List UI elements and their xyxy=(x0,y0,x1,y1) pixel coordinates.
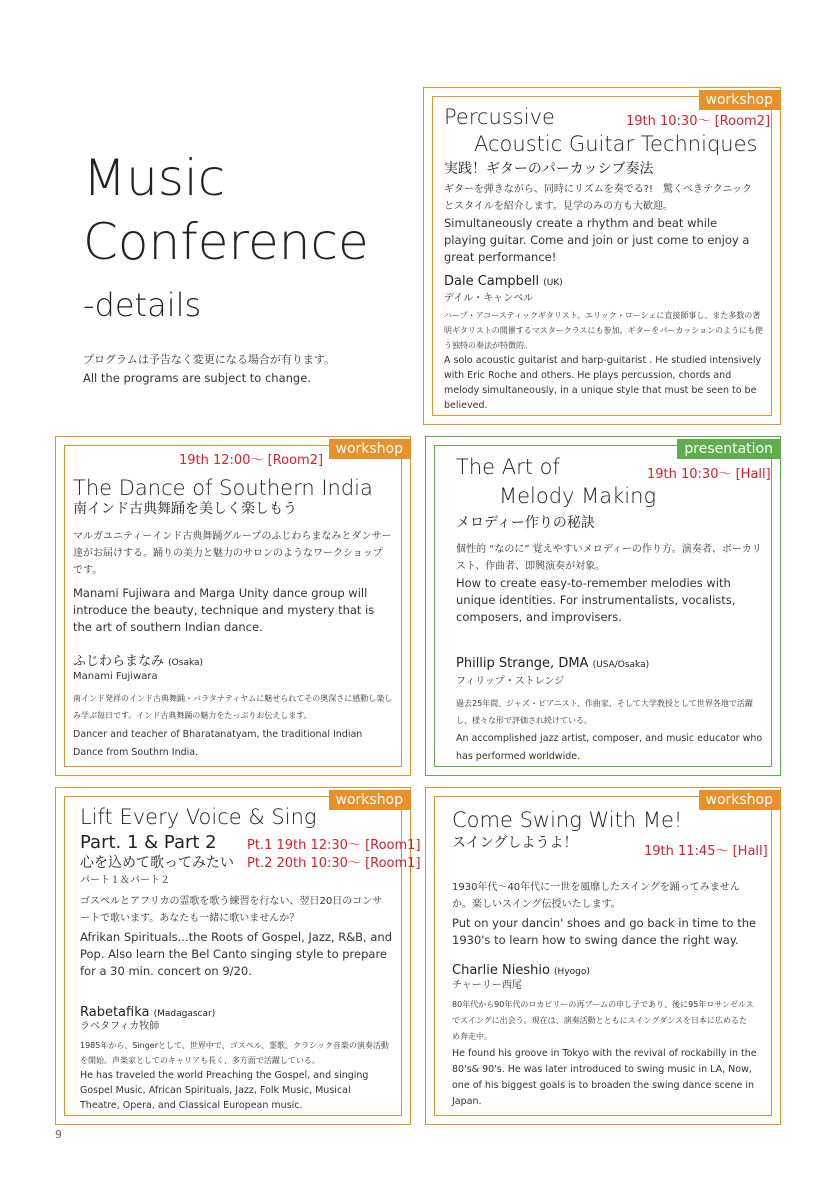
notice-en: All the programs are subject to change. xyxy=(83,371,311,385)
presenter-name-text: Dale Campbell xyxy=(444,274,540,289)
session-time: 19th 10:30～ [Room2] xyxy=(626,114,771,129)
session-swing xyxy=(425,787,781,1125)
session-time: 19th 11:45～ [Hall] xyxy=(644,844,768,859)
presenter-bio-ja: 80年代から90年代のロカビリーの再ブームの申し子であり、後に95年ロサンゼルスでスイングに出会う。現在は、演奏活動とともにスイングダンスを日本に広めるため奔走中。 xyxy=(452,1000,754,1041)
presenter-name-text: Rabetafika xyxy=(80,1005,150,1020)
presenter-name xyxy=(456,656,649,673)
session-title: Come Swing With Me! xyxy=(452,808,683,832)
presenter-bio-en: He found his groove in Tokyo with the revival of rockabilly in the 80's& 90's. He was later introduced to swing music in LA, Now, one of his biggest goals is to broaden the swing dance scene in Japan. xyxy=(452,1048,757,1107)
page-title-conference: Conference xyxy=(83,213,369,271)
session-title-line2: Melody Making xyxy=(499,484,657,508)
session-desc-ja: 1930年代〜40年代に一世を風靡したスイングを踊ってみませんか。楽しいスイング伝授いたします。 xyxy=(452,882,740,910)
session-title-ja: メロディー作りの秘訣 xyxy=(456,515,595,531)
presenter-bio-en: An accomplished jazz artist, composer, and music educator who has performed worldwide. xyxy=(456,733,763,762)
session-title: Lift Every Voice & Sing xyxy=(80,805,317,829)
presenter-bio-en: A solo acoustic guitarist and harp-guitarist . He studied intensively with Eric Roche and others. He plays percussion, chords and melody simultaneously, in a unique style that must be seen to be believed. xyxy=(444,355,762,411)
presenter-origin: (Hyogo) xyxy=(554,967,590,977)
session-desc-en: Afrikan Spirituals...the Roots of Gospel, Jazz, R&B, and Pop. Also learn the Bel Canto singing style to prepare for a 30 min. concert on 9/20. xyxy=(80,930,392,978)
session-title-ja: 実践！ギターのパーカッシブ奏法 xyxy=(444,161,654,177)
session-desc-en: How to create easy-to-remember melodies with unique identities. For instrumentalists, vocalists, composers, and improvisers. xyxy=(456,576,736,624)
presenter-name-text: Charlie Nieshio xyxy=(452,963,550,978)
presenter-bio-ja: ハープ・アコースティックギタリスト。エリック・ローシェに直接師事し、また多数の著明ギタリストの開催するマスタークラスにも参加。ギターをパーカッションのようにも使う独特の奏法が特徴的。 xyxy=(444,311,764,350)
presenter-kana: ラベタフィカ牧師 xyxy=(80,1021,160,1032)
presenter-kana: チャーリー西尾 xyxy=(452,980,522,991)
session-time: 19th 12:00～ [Room2] xyxy=(179,453,324,468)
presenter-kana: フィリップ・ストレンジ xyxy=(456,676,565,687)
session-subtitle-ja: パート１＆パート２ xyxy=(80,875,170,886)
presenter-name xyxy=(73,654,203,671)
tag-presentation: presentation xyxy=(677,439,780,459)
session-title: Percussive xyxy=(444,105,555,129)
presenter-bio-ja: 過去25年間、ジャズ・ピアニスト、作曲家、そして大学教授として世界各地で活躍し、様々な形で評価され続けている。 xyxy=(456,699,753,725)
page-subtitle-details: -details xyxy=(83,286,202,324)
session-desc-ja: 個性的 “なのに” 覚えやすいメロディーの作り方。演奏者、ボーカリスト、作曲者、即興演奏が対象。 xyxy=(456,544,762,572)
session-title-line2: Acoustic Guitar Techniques xyxy=(474,132,758,156)
session-title-ja: 南インド古典舞踊を美しく楽しもう xyxy=(73,501,297,517)
session-subtitle: Part. 1 & Part 2 xyxy=(80,832,217,853)
session-title: The Dance of Southern India xyxy=(73,476,373,500)
session-desc-ja: ゴスペルとアフリカの霊歌を歌う練習を行ない、翌日20日のコンサートで歌います。あなたも一緒に歌いませんか？ xyxy=(80,896,383,924)
presenter-name-text: Phillip Strange, DMA xyxy=(456,656,589,671)
session-title: The Art of xyxy=(456,455,560,479)
session-time-part1: Pt.1 19th 12:30～ [Room1] xyxy=(247,838,421,853)
session-desc-en: Simultaneously create a rhythm and beat while playing guitar. Come and join or just come to enjoy a great performance! xyxy=(444,216,750,264)
presenter-kana: デイル・キャンベル xyxy=(444,293,534,304)
presenter-origin: (USA/Osaka) xyxy=(592,660,650,670)
session-time-part2: Pt.2 20th 10:30～ [Room1] xyxy=(247,856,421,871)
presenter-bio-en: He has traveled the world Preaching the Gospel, and singing Gospel Music, African Spirituals, Jazz, Folk Music, Musical Theatre, Opera, and Classical European music. xyxy=(80,1070,369,1111)
session-voice xyxy=(55,787,421,1125)
presenter-roman: Manami Fujiwara xyxy=(73,671,158,682)
session-guitar xyxy=(423,87,781,425)
session-time: 19th 10:30～ [Hall] xyxy=(647,467,771,482)
page-number: 9 xyxy=(55,1128,62,1141)
session-title-ja: 心を込めて歌ってみたい xyxy=(80,855,234,871)
tag-workshop: workshop xyxy=(329,439,411,459)
presenter-name-text: ふじわらまなみ xyxy=(73,654,165,669)
presenter-origin: (UK) xyxy=(543,278,563,288)
presenter-bio-ja: 南インド発祥のインド古典舞踊・バラタナティヤムに魅せられてその奥深さに感動し楽しみ学ぶ毎日です。インド古典舞踊の魅力をたっぷりお伝えします。 xyxy=(73,694,393,720)
presenter-name xyxy=(452,963,590,980)
tag-workshop: workshop xyxy=(329,790,411,810)
tag-workshop: workshop xyxy=(699,790,781,810)
session-title-ja: スイングしようよ！ xyxy=(452,835,578,851)
session-desc-en: Manami Fujiwara and Marga Unity dance group will introduce the beauty, technique and mystery that is the art of southern Indian dance. xyxy=(73,586,375,634)
session-melody xyxy=(425,436,781,776)
session-desc-en: Put on your dancin' shoes and go back in time to the 1930's to learn how to swing dance the right way. xyxy=(452,916,757,947)
presenter-origin: (Osaka) xyxy=(168,658,204,668)
tag-workshop: workshop xyxy=(699,90,781,110)
presenter-bio-ja: 1985年から、Singerとして、世界中で、ゴスペル、霊歌、クラシック音楽の演奏活動を開始。声楽家としてのキャリアも長く、多方面で活躍している。 xyxy=(80,1041,389,1065)
session-dance xyxy=(55,436,411,776)
presenter-name xyxy=(444,274,563,291)
page-title-music: Music xyxy=(83,149,226,207)
presenter-origin: (Madagascar) xyxy=(153,1009,216,1019)
presenter-bio-en: Dancer and teacher of Bharatanatyam, the traditional Indian Dance from Southrn India. xyxy=(73,729,363,758)
session-desc-ja: マルガユニティーインド古典舞踊グループのふじわらまなみとダンサー達がお届けする。踊りの美力と魅力のサロンのようなワークショップです。 xyxy=(73,531,392,576)
session-desc-ja: ギターを弾きながら、同時にリズムを奏でる?! 驚くべきテクニックとスタイルを紹介します。見学のみの方も大歓迎。 xyxy=(444,184,753,212)
notice-ja: プログラムは予告なく変更になる場合が有ります。 xyxy=(83,353,336,366)
